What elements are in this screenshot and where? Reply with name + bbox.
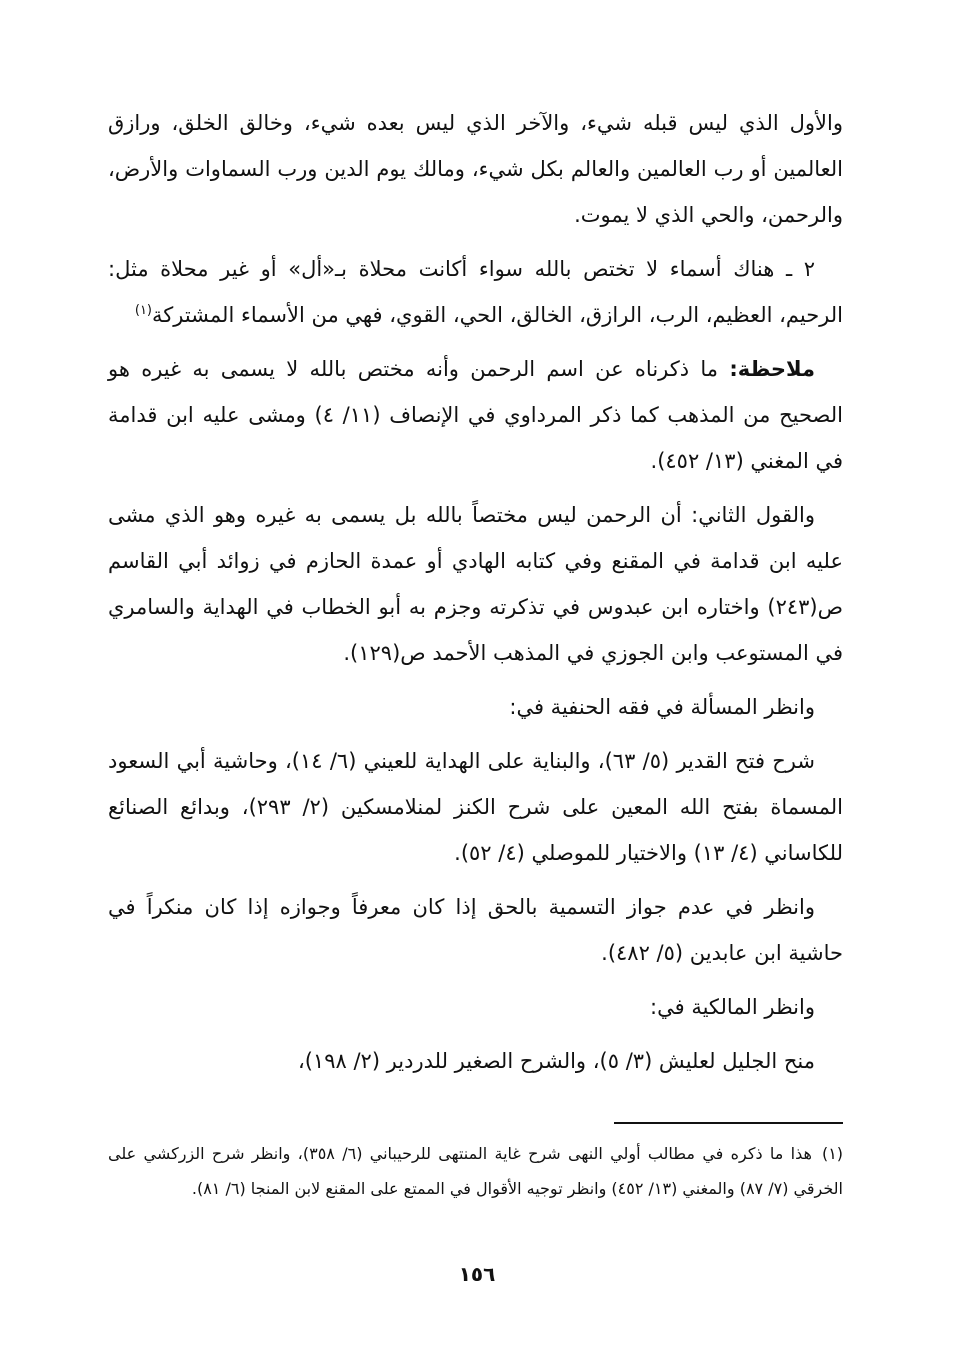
footnote-1-text: هذا ما ذكره في مطالب أولي النهى شرح غاية المنتهى للرحيباني (٦/ ٣٥٨)، وانظر شرح الزركشي على الخرقي (٧/ ٨٧) والمغني (١٣/ ٤٥٢) وانظر توجيه الأقوال في الممتع على المقنع لابن المنجا (٦/ ٨١). [108, 1144, 843, 1198]
paragraph-maliki-refs: منح الجليل لعليش (٣/ ٥)، والشرح الصغير للدردير (٢/ ١٩٨)، [297, 1049, 815, 1073]
footnote-divider [614, 1122, 843, 1124]
paragraph-second-opinion: والقول الثاني: أن الرحمن ليس مختصاً بالله بل يسمى به غيره وهو الذي مشى عليه ابن قدامة في المقنع وفي كتابه الهادي أو عمدة الحازم في زوائد أبي القاسم ص(٢٤٣) واختاره ابن عبدوس في تذكرته وجزم به أبو الخطاب في الهداية والسامري في المستوعب وابن الجوزي في المذهب الأحمد ص(١٢٩). [108, 503, 843, 665]
paragraph-hanafi-refs: شرح فتح القدير (٥/ ٦٣)، والبناية على الهداية للعيني (٦/ ١٤)، وحاشية أبي السعود المسماة بفتح الله المعين على شرح الكنز لمنلامسكين (٢/ ٢٩٣)، وبدائع الصنائع للكاساني (٤/ ١٣) والاختيار للموصلي (٤/ ٥٢). [108, 749, 843, 865]
paragraph-1: والأول الذي ليس قبله شيء، والآخر الذي ليس بعده شيء، وخالق الخلق، ورازق العالمين أو رب العالمين والعالم بكل شيء، ومالك يوم الدين ورب السماوات والأرض، والرحمن، والحي الذي لا يموت. [108, 111, 843, 227]
paragraph-2 [108, 246, 843, 338]
paragraph-maliki-intro: وانظر المالكية في: [650, 995, 815, 1019]
footnote-reference[interactable]: (١) [134, 303, 152, 318]
footnotes-section [108, 1136, 843, 1206]
paragraph-al-haqq: وانظر في عدم جواز التسمية بالحق إذا كان معرفاً وجوازه إذا كان منكراً في حاشية ابن عابدين (٥/ ٤٨٢). [108, 895, 843, 965]
footnote-1 [108, 1136, 843, 1206]
note-text: ما ذكرناه عن اسم الرحمن وأنه مختص بالله لا يسمى به غيره هو الصحيح من المذهب كما ذكر المرداوي في الإنصاف (١١/ ٤) ومشى عليه ابن قدامة في المغني (١٣/ ٤٥٢). [108, 357, 843, 473]
paragraph-note [108, 346, 843, 484]
note-label: ملاحظة: [729, 357, 815, 381]
paragraph-hanafi-intro: وانظر المسألة في فقه الحنفية في: [509, 695, 815, 719]
page-number: ١٥٦ [458, 1262, 496, 1286]
paragraph-2-text: ٢ ـ هناك أسماء لا تختص بالله سواء أكانت محلاة بـ«أل» أو غير محلاة مثل: الرحيم، العظيم، الرب، الرازق، الخالق، الحي، القوي، فهي من الأسماء المشتركة [108, 257, 843, 327]
footnote-1-marker: (١) [821, 1144, 844, 1163]
main-text [108, 100, 843, 1092]
